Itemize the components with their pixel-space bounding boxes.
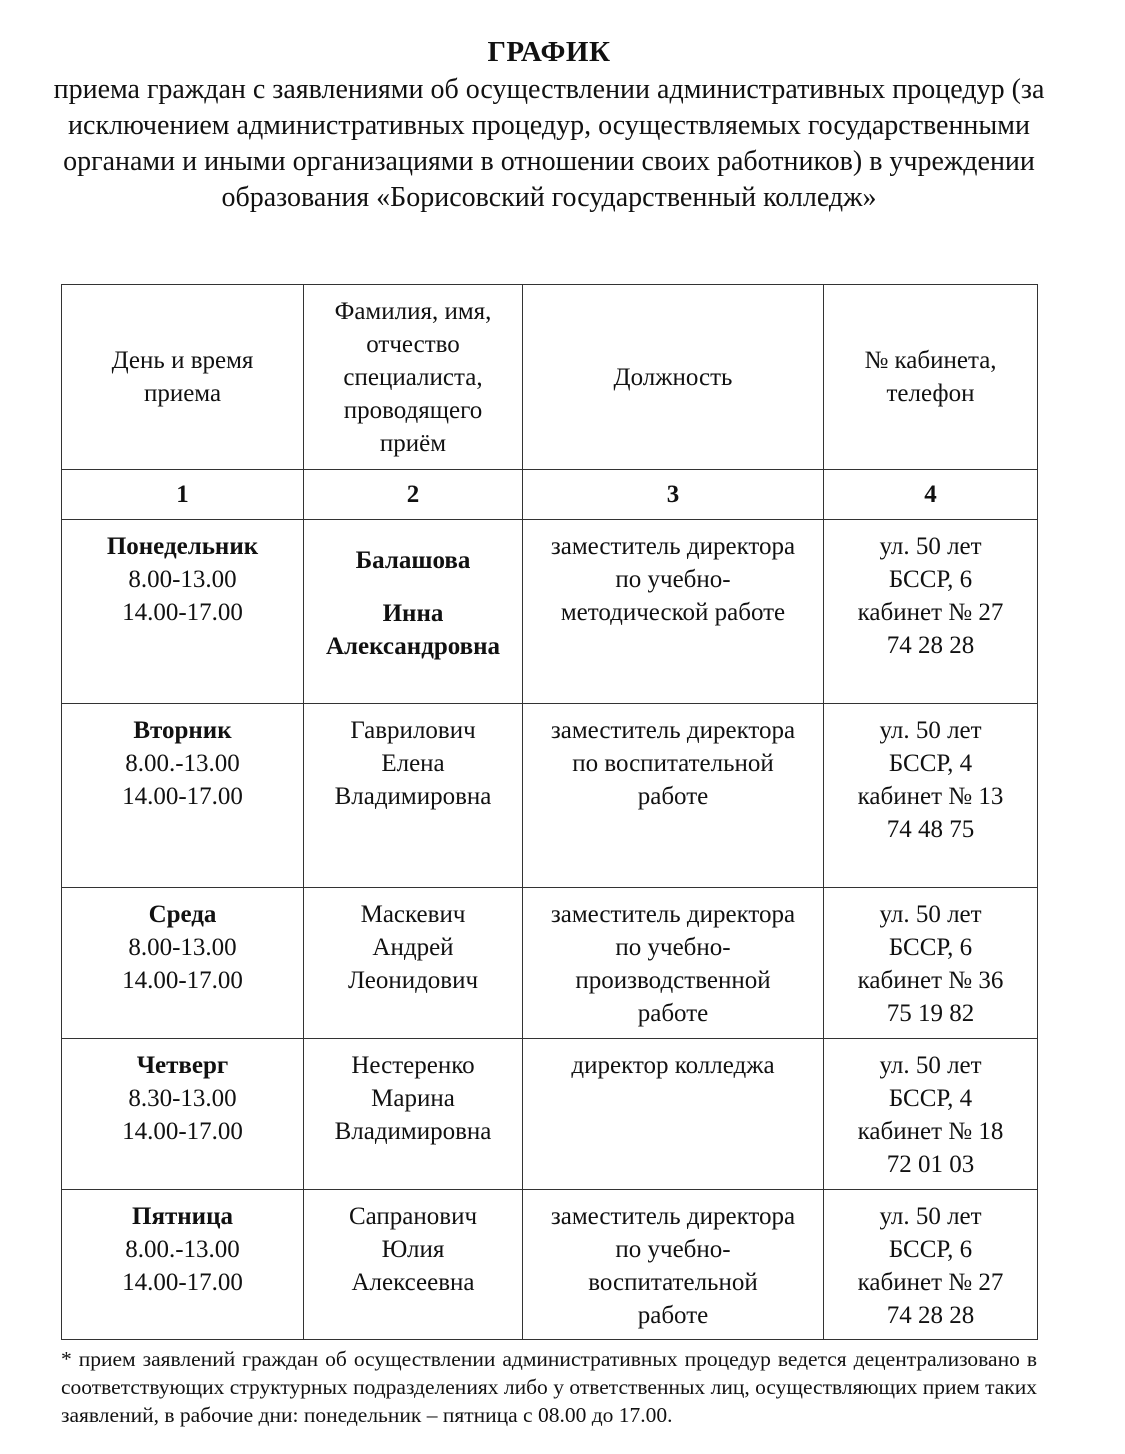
day-time-cell xyxy=(62,704,304,888)
schedule-table xyxy=(61,284,1038,1340)
column-number: 1 xyxy=(62,470,304,520)
time-afternoon: 14.00-17.00 xyxy=(122,967,243,994)
day-name: Среда xyxy=(148,901,217,928)
table-row xyxy=(62,704,1038,888)
day-name: Понедельник xyxy=(106,533,259,560)
specialist-name-cell: Маскевич Андрей Леонидович xyxy=(304,888,523,1039)
office-cell: ул. 50 лет БССР, 6 кабинет № 27 74 28 28 xyxy=(824,520,1038,704)
day-name: Четверг xyxy=(136,1052,229,1079)
table-row xyxy=(62,1190,1038,1340)
day-time-cell xyxy=(62,1039,304,1190)
time-morning: 8.00-13.00 xyxy=(128,566,237,593)
column-number: 4 xyxy=(824,470,1038,520)
time-afternoon: 14.00-17.00 xyxy=(122,599,243,626)
specialist-name-cell: Гаврилович Елена Владимировна xyxy=(304,704,523,888)
header-specialist-name: Фамилия, имя, отчество специалиста, проводящего приём xyxy=(304,285,523,470)
specialist-name-cell: Балашова Инна Александровна xyxy=(304,520,523,704)
header-office-phone: № кабинета, телефон xyxy=(824,285,1038,470)
time-afternoon: 14.00-17.00 xyxy=(122,1118,243,1145)
office-cell: ул. 50 лет БССР, 6 кабинет № 36 75 19 82 xyxy=(824,888,1038,1039)
footnote: * прием заявлений граждан об осуществлении административных процедур ведется децентрализовано в соответствующих структурных подразделениях либо у ответственных лиц, осуществляющих прием таких заявлений, в рабочие дни: понедельник – пятница с 08.00 до 17.00. xyxy=(61,1347,1037,1427)
position-cell: директор колледжа xyxy=(523,1039,824,1190)
time-morning: 8.30-13.00 xyxy=(128,1085,237,1112)
document-title: ГРАФИК xyxy=(487,36,611,68)
column-number-row xyxy=(62,470,1038,520)
column-number: 2 xyxy=(304,470,523,520)
position-cell: заместитель директора по учебно- производственной работе xyxy=(523,888,824,1039)
specialist-name-cell: Сапранович Юлия Алексеевна xyxy=(304,1190,523,1340)
time-afternoon: 14.00-17.00 xyxy=(122,783,243,810)
time-morning: 8.00.-13.00 xyxy=(125,750,240,777)
header-day-time: День и время приема xyxy=(62,285,304,470)
day-time-cell xyxy=(62,520,304,704)
column-number: 3 xyxy=(523,470,824,520)
document-subtitle: приема граждан с заявлениями об осуществлении административных процедур (за исключением административных процедур, осуществляемых государственными органами и иными организациями в отношении своих работников) в учреждении образования «Борисовский государственный колледж» xyxy=(53,74,1045,213)
table-row xyxy=(62,1039,1038,1190)
time-afternoon: 14.00-17.00 xyxy=(122,1269,243,1296)
position-cell: заместитель директора по воспитательной работе xyxy=(523,704,824,888)
time-morning: 8.00-13.00 xyxy=(128,934,237,961)
office-cell: ул. 50 лет БССР, 4 кабинет № 13 74 48 75 xyxy=(824,704,1038,888)
header-position: Должность xyxy=(523,285,824,470)
day-name: Вторник xyxy=(133,717,232,744)
time-morning: 8.00.-13.00 xyxy=(125,1236,240,1263)
table-row xyxy=(62,520,1038,704)
office-cell: ул. 50 лет БССР, 4 кабинет № 18 72 01 03 xyxy=(824,1039,1038,1190)
specialist-name-cell: Нестеренко Марина Владимировна xyxy=(304,1039,523,1190)
table-row xyxy=(62,888,1038,1039)
position-cell: заместитель директора по учебно- воспитательной работе xyxy=(523,1190,824,1340)
position-cell: заместитель директора по учебно- методической работе xyxy=(523,520,824,704)
day-name: Пятница xyxy=(132,1203,233,1230)
day-time-cell xyxy=(62,1190,304,1340)
table-header-row xyxy=(62,285,1038,470)
office-cell: ул. 50 лет БССР, 6 кабинет № 27 74 28 28 xyxy=(824,1190,1038,1340)
day-time-cell xyxy=(62,888,304,1039)
